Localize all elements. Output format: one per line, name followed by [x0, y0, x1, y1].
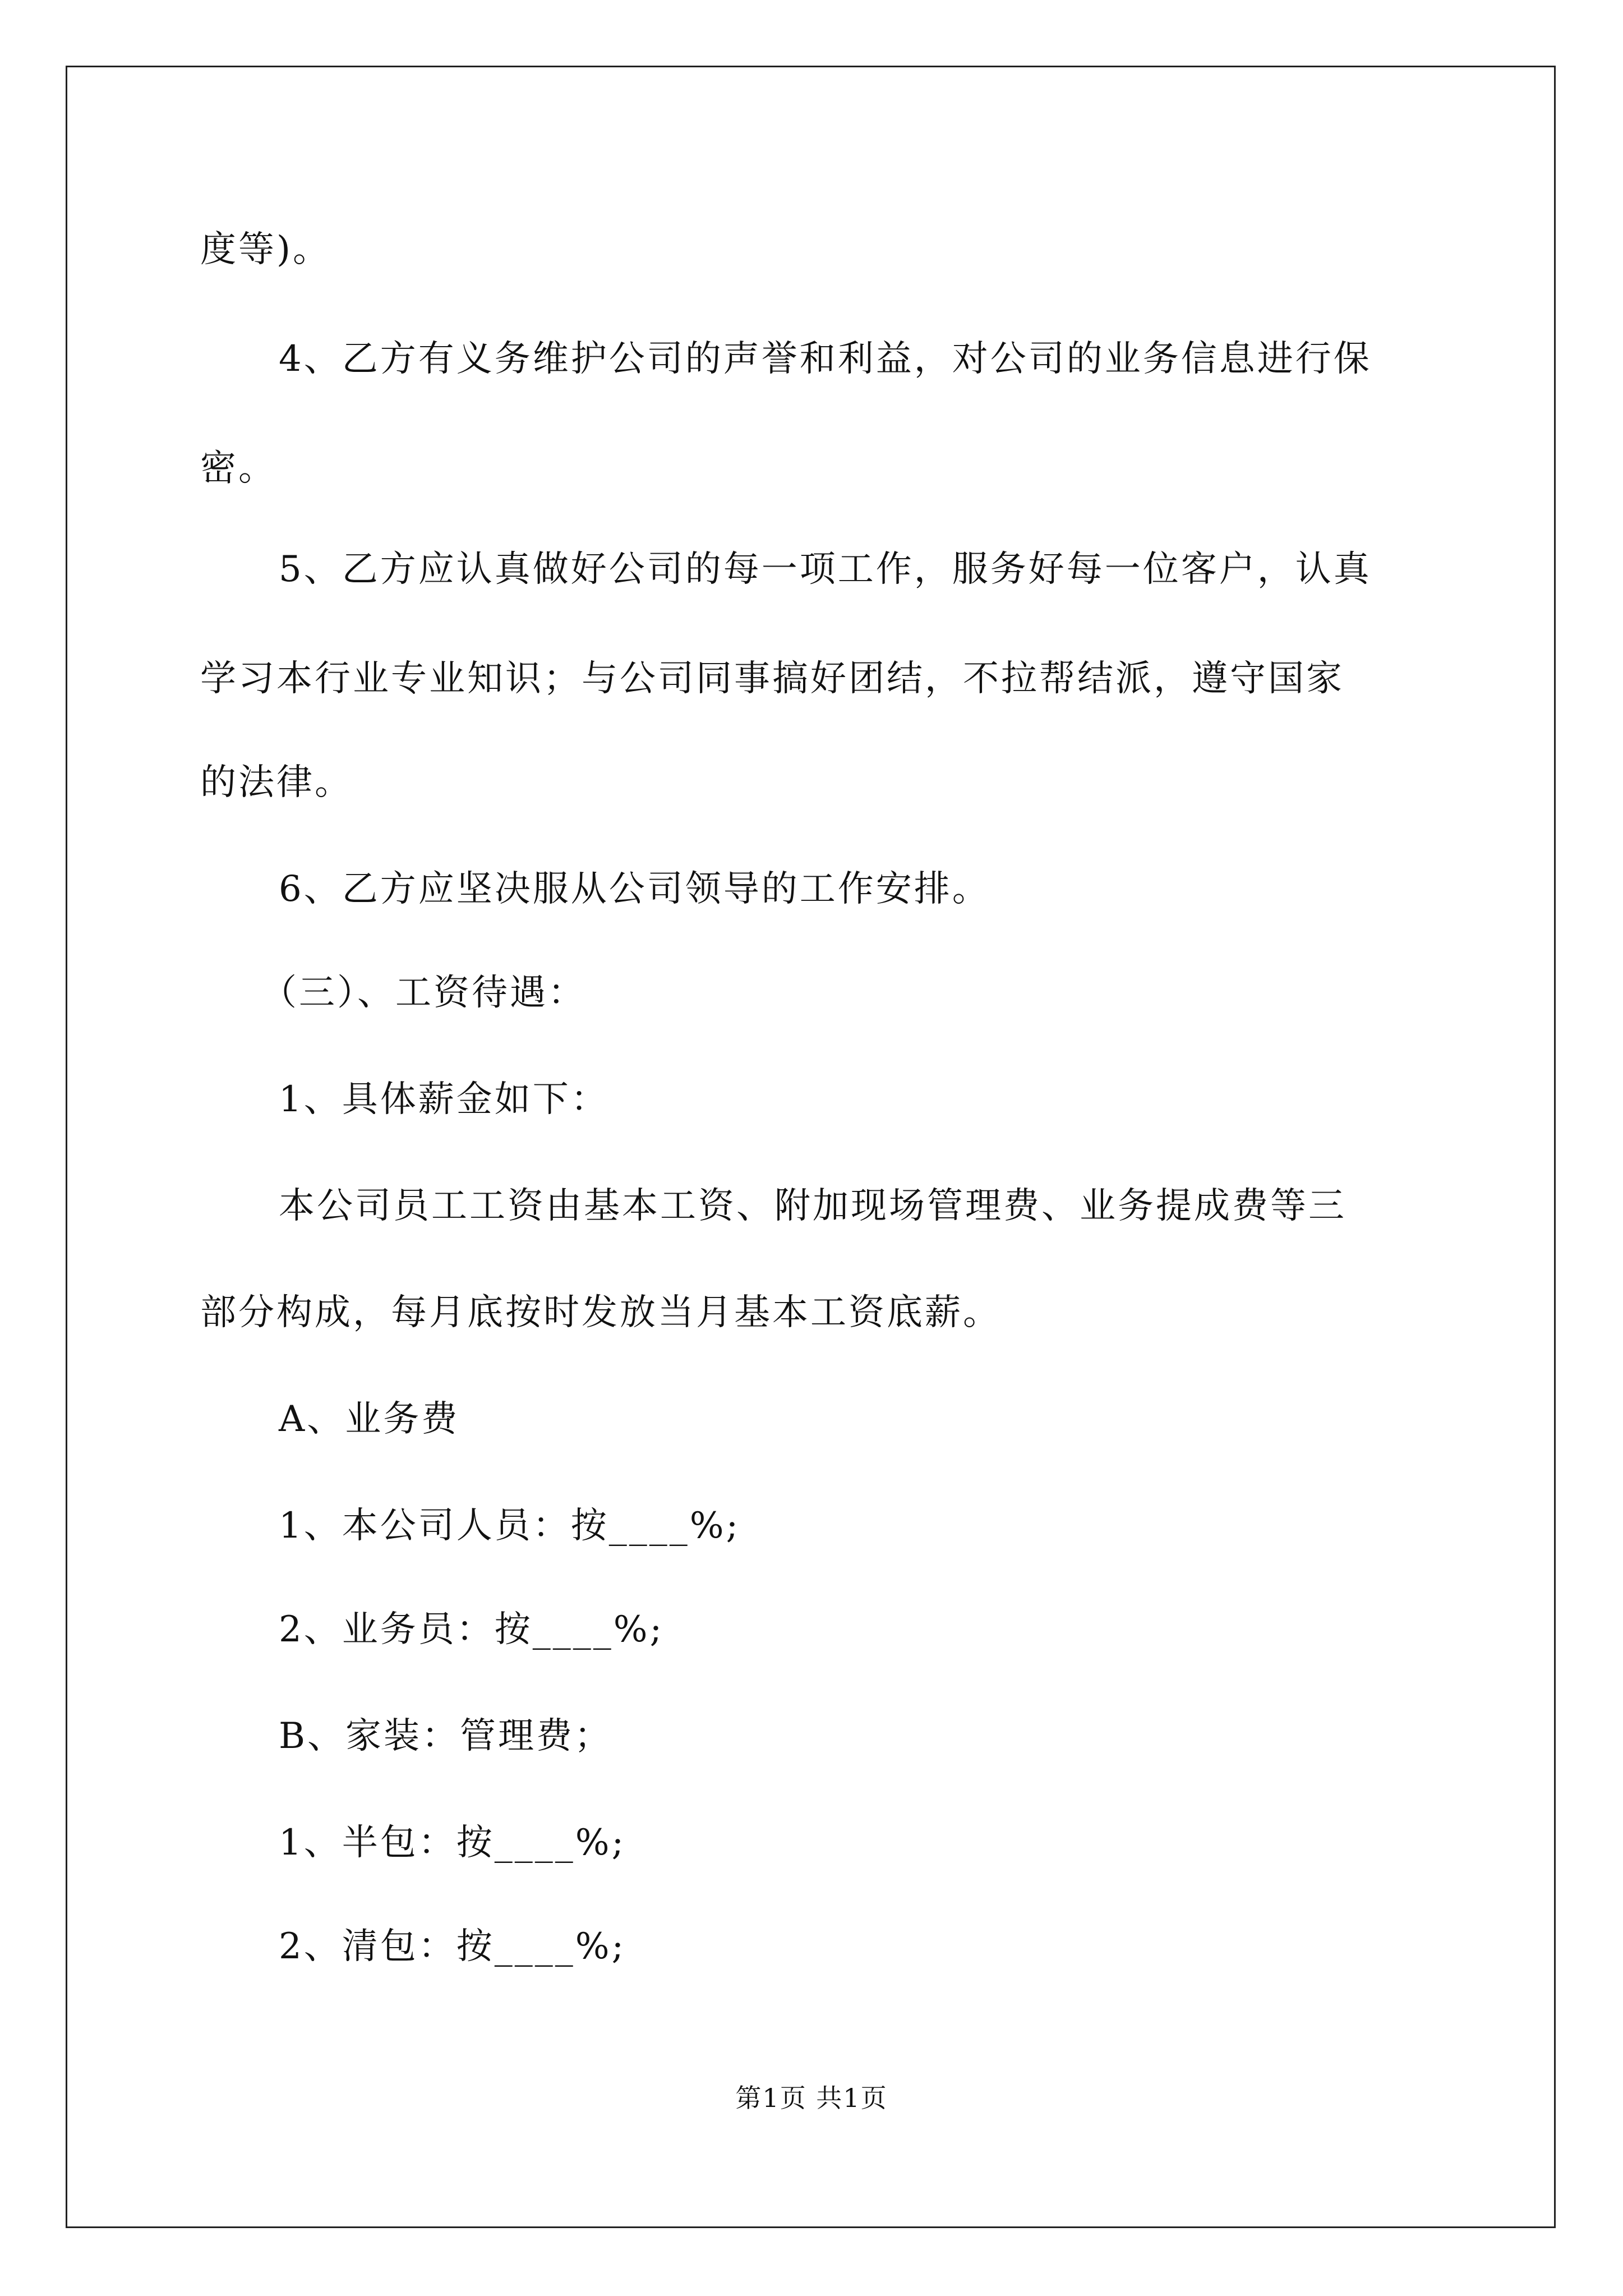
text-line: 部分构成，每月底按时发放当月基本工资底薪。 [200, 1292, 1001, 1333]
text-line: 4、乙方有义务维护公司的声誉和利益，对公司的业务信息进行保 [279, 338, 1372, 380]
text-line: A、业务费 [279, 1398, 460, 1440]
text-line: 1、半包：按____%; [279, 1822, 626, 1864]
page-footer: 第1页 共1页 [735, 2083, 888, 2113]
page-border [66, 66, 1556, 2228]
text-line: 1、本公司人员：按____%; [279, 1505, 741, 1547]
text-line: B、家装：管理费； [279, 1715, 613, 1757]
text-line: 度等)。 [200, 229, 331, 270]
text-line: 1、具体薪金如下： [279, 1079, 609, 1120]
text-line: 本公司员工工资由基本工资、附加现场管理费、业务提成费等三 [279, 1185, 1347, 1227]
text-line: 6、乙方应坚决服从公司领导的工作安排。 [279, 868, 990, 910]
text-line: 5、乙方应认真做好公司的每一项工作，服务好每一位客户，认真 [279, 549, 1372, 590]
text-line: 2、清包：按____%; [279, 1926, 626, 1967]
text-line: 密。 [200, 448, 276, 489]
section-heading: （三）、工资待遇： [261, 972, 586, 1014]
text-line: 学习本行业专业知识；与公司同事搞好团结，不拉帮结派，遵守国家 [200, 658, 1344, 700]
text-line: 的法律。 [200, 762, 353, 803]
text-line: 2、业务员：按____%; [279, 1609, 665, 1650]
